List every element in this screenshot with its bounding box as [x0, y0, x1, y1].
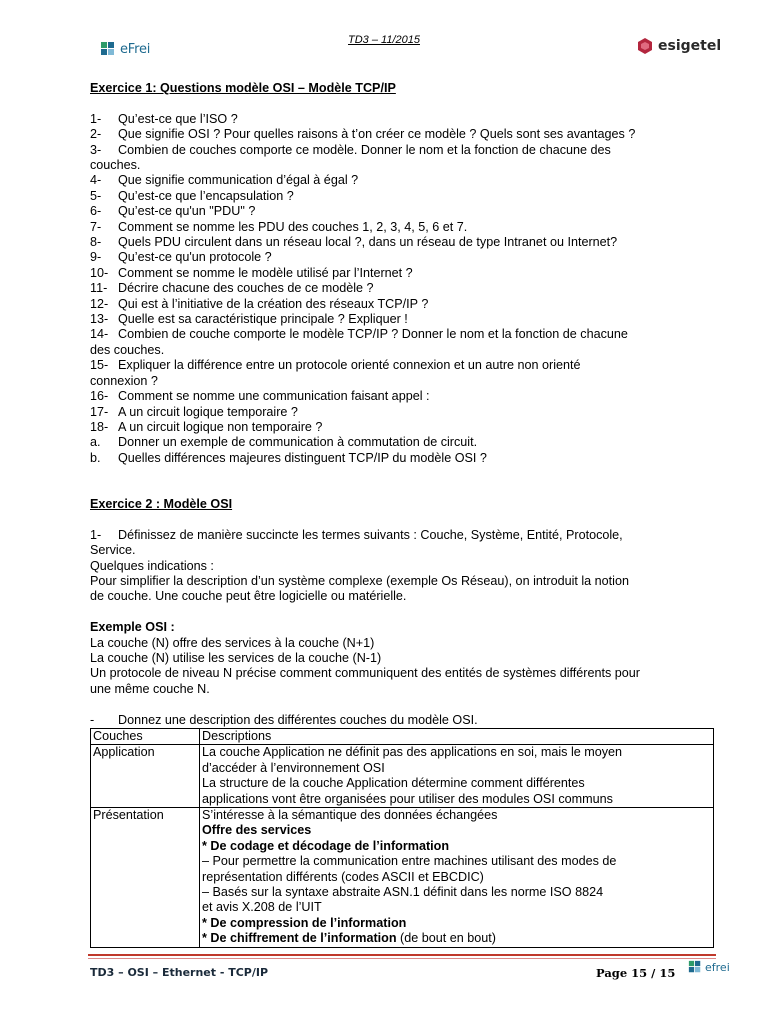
exercise-1-question: a. Donner un exemple de communication à commutation de circuit. [90, 435, 478, 450]
table-header-couches: Couches [91, 728, 200, 744]
exercise-1-question: 3- Combien de couches comporte ce modèle. Donner le nom et la fonction de chacune des [90, 142, 611, 157]
exercise-1-question: 18- A un circuit logique non temporaire ? [90, 419, 323, 434]
footer-divider [88, 954, 716, 956]
table-header-descriptions: Descriptions [200, 728, 714, 744]
exercise-1-title: Exercice 1: Questions modèle OSI – Modèle TCP/IP [90, 81, 396, 95]
exercise-1-question: b. Quelles différences majeures distinguent TCP/IP du modèle OSI ? [90, 450, 487, 465]
example-line-4: une même couche N. [90, 681, 210, 696]
indications-label: Quelques indications : [90, 558, 214, 573]
footer-divider-thin [88, 958, 716, 959]
exercise-1-question: 8- Quels PDU circulent dans un réseau local ?, dans un réseau de type Intranet ou Internet? [90, 235, 618, 250]
footer-efrei-logo-icon [688, 960, 702, 974]
exercise-1-question: 12- Qui est à l’initiative de la création des réseaux TCP/IP ? [90, 296, 429, 311]
exercise-1-question: 5- Qu’est-ce que l’encapsulation ? [90, 188, 294, 203]
esigetel-logo-icon [636, 37, 654, 55]
layer-description-application: La couche Application ne définit pas des applications en soi, mais le moyen d’accéder à l’environnement OSI La structure de la couche Application détermine comment différentes applications vont être organisées pour utiliser des modules OSI communs [200, 745, 714, 808]
example-osi-title: Exemple OSI : [90, 620, 175, 635]
exercise-1-question: 7- Comment se nomme les PDU des couches 1, 2, 3, 4, 5, 6 et 7. [90, 219, 468, 234]
page-number: Page 15 / 15 [596, 966, 676, 980]
example-line-2: La couche (N) utilise les services de la couche (N-1) [90, 650, 382, 665]
layer-description-presentation: S’intéresse à la sémantique des données échangées Offre des services * De codage et décodage de l’information – Pour permettre la communication entre machines utilisant des modes de représentation différents (codes ASCII et EBCDIC) – Basés sur la syntaxe abstraite ASN.1 définit dans les norme ISO 8824 et avis X.208 de l’UIT * De compression de l’information * De chiffrement de l’information (de bout en bout) [200, 808, 714, 948]
exercise-2-question-2: - Donnez une description des différentes couches du modèle OSI. [90, 712, 478, 727]
exercise-1-question: 6- Qu’est-ce qu'un "PDU" ? [90, 204, 256, 219]
exercise-1-question: 4- Que signifie communication d’égal à égal ? [90, 173, 359, 188]
footer-efrei-logo-text: efrei [705, 960, 730, 974]
esigetel-logo-text: esigetel [658, 38, 722, 54]
example-line-1: La couche (N) offre des services à la couche (N+1) [90, 635, 375, 650]
header-title: TD3 – 11/2015 [348, 34, 420, 46]
exercise-1-question: 16- Comment se nomme une communication faisant appel : [90, 389, 430, 404]
footer-title: TD3 – OSI – Ethernet - TCP/IP [90, 966, 269, 979]
exercise-1-question: 10- Comment se nomme le modèle utilisé par l’Internet ? [90, 265, 413, 280]
exercise-1-question: 2- Que signifie OSI ? Pour quelles raisons à t’on créer ce modèle ? Quels sont ses avantages ? [90, 127, 636, 142]
exercise-1-question: 15- Expliquer la différence entre un protocole orienté connexion et un autre non orienté [90, 358, 581, 373]
table-row-application [91, 745, 714, 808]
exercise-1-question: 13- Quelle est sa caractéristique principale ? Expliquer ! [90, 312, 408, 327]
indications-line-2: de couche. Une couche peut être logicielle ou matérielle. [90, 589, 407, 604]
exercise-2-question-1-cont: Service. [90, 543, 136, 558]
exercise-1-questions [90, 112, 720, 466]
footer-efrei-logo [688, 960, 730, 974]
exercise-2-question-1: 1- Définissez de manière succincte les termes suivants : Couche, Système, Entité, Protocole, [90, 527, 623, 542]
layer-name-presentation: Présentation [91, 808, 200, 948]
osi-layers-table [90, 728, 714, 948]
exercise-1-question: 14- Combien de couche comporte le modèle TCP/IP ? Donner le nom et la fonction de chacune [90, 327, 628, 342]
efrei-logo-text: eFrei [120, 41, 151, 57]
esigetel-logo [636, 34, 721, 58]
layer-name-application: Application [91, 745, 200, 808]
exercise-1-question: couches. [90, 158, 141, 173]
exercise-1-question: 17- A un circuit logique temporaire ? [90, 404, 298, 419]
exercise-1-question: 9- Qu’est-ce qu'un protocole ? [90, 250, 272, 265]
exercise-1-question: connexion ? [90, 373, 158, 388]
exercise-1-question: 1- Qu’est-ce que l’ISO ? [90, 111, 238, 126]
table-header-row [91, 728, 714, 744]
indications-line-1: Pour simplifier la description d’un système complexe (exemple Os Réseau), on introduit la notion [90, 573, 629, 588]
exercise-1-question: des couches. [90, 342, 165, 357]
document-body [90, 81, 720, 948]
table-row-presentation [91, 808, 714, 948]
example-line-3: Un protocole de niveau N précise comment communiquent des entités de systèmes différents pour [90, 666, 640, 681]
exercise-2-title: Exercice 2 : Modèle OSI [90, 496, 233, 511]
exercise-1-question: 11- Décrire chacune des couches de ce modèle ? [90, 281, 374, 296]
